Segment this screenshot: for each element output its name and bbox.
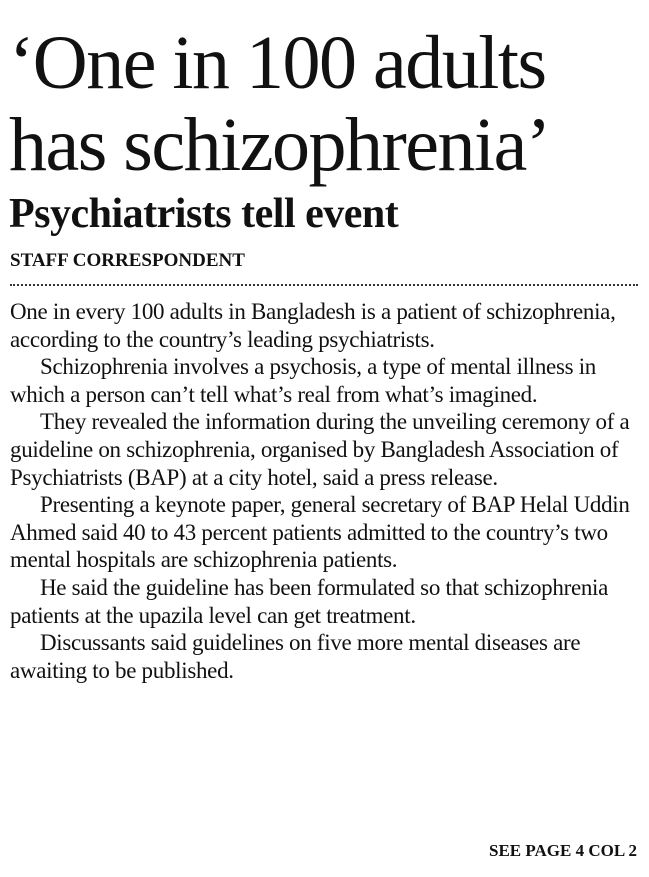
continued-on-page-link[interactable]: SEE PAGE 4 COL 2 <box>489 841 637 860</box>
dotted-divider <box>10 284 638 286</box>
byline: STAFF CORRESPONDENT <box>10 250 245 271</box>
subheadline: Psychiatrists tell event <box>9 191 399 237</box>
body-paragraph-2: Schizophrenia involves a psychosis, a type of mental illness in which a person can’t tell what’s real from what’s imagined. <box>10 354 596 407</box>
body-paragraph-6: Discussants said guidelines on five more mental diseases are awaiting to be published. <box>10 630 581 683</box>
headline-line-2: has schizophrenia’ <box>9 103 550 187</box>
article-body <box>10 298 644 684</box>
body-paragraph-1: One in every 100 adults in Bangladesh is a patient of schizophrenia, according to the country’s leading psychiatrists. <box>10 299 616 352</box>
headline <box>9 22 645 186</box>
body-paragraph-4: Presenting a keynote paper, general secretary of BAP Helal Uddin Ahmed said 40 to 43 percent patients admitted to the country’s two mental hospitals are schizophrenia patients. <box>10 492 630 573</box>
headline-line-1: ‘One in 100 adults <box>9 21 546 105</box>
body-paragraph-5: He said the guideline has been formulated so that schizophrenia patients at the upazila level can get treatment. <box>10 574 609 628</box>
body-paragraph-3: They revealed the information during the unveiling ceremony of a guideline on schizophrenia, organised by Bangladesh Association of Psychiatrists (BAP) at a city hotel, said a press release. <box>10 409 630 490</box>
